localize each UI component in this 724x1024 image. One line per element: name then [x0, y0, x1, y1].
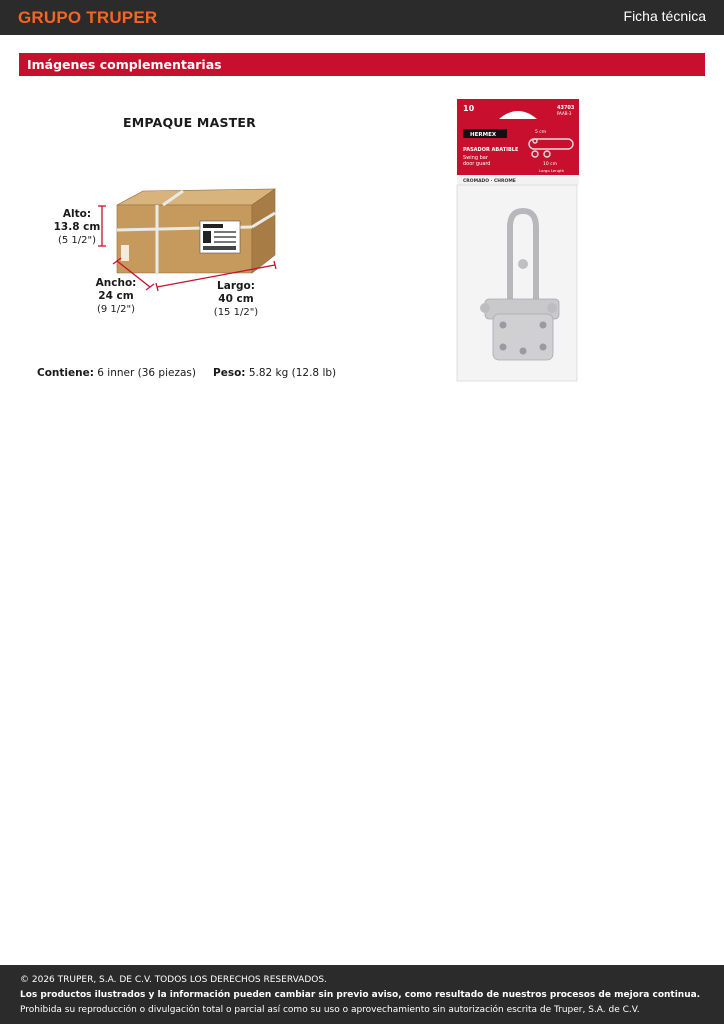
- length-imperial: (15 1/2"): [213, 307, 259, 318]
- package-dim-length: 10 cm: [543, 162, 558, 167]
- brand-logo: GRUPO TRUPER: [18, 8, 158, 27]
- contents-info: [37, 367, 196, 379]
- footer-notice: Los productos ilustrados y la información pueden cambiar sin previo aviso, como resultado de nuestros procesos de mejora continua.: [20, 990, 701, 1000]
- package-finish: CROMADO · CHROME: [463, 179, 516, 184]
- height-bracket: [98, 206, 106, 246]
- height-label: Alto:: [62, 208, 92, 220]
- contents-value: 6 inner (36 piezas): [97, 367, 196, 379]
- document-type: Ficha técnica: [623, 8, 706, 24]
- package-name-es: PASADOR ABATIBLE: [463, 147, 519, 153]
- footer-prohibition: Prohibida su reproducción o divulgación total o parcial así como su uso o aprovechamiento sin autorización escrita de Truper, S.A. de C.V.: [20, 1005, 640, 1015]
- section-header: [19, 53, 705, 76]
- weight-label: Peso:: [213, 367, 246, 379]
- footer-copyright: © 2026 TRUPER, S.A. DE C.V. TODOS LOS DERECHOS RESERVADOS.: [20, 975, 327, 985]
- package-name-en-1: Swing bar: [463, 155, 488, 161]
- package-count: 10: [463, 104, 475, 113]
- height-metric: 13.8 cm: [53, 221, 101, 233]
- package-dim-width: 5 cm: [535, 130, 547, 135]
- package-dim-length-label: Largo Length: [539, 168, 564, 173]
- package-code: 43703: [557, 105, 575, 111]
- length-label: Largo:: [217, 280, 255, 292]
- package-model: PAAB-3: [557, 111, 572, 116]
- length-metric: 40 cm: [218, 293, 254, 305]
- width-imperial: (9 1/2"): [96, 304, 136, 315]
- master-pack-title: EMPAQUE MASTER: [123, 115, 256, 130]
- weight-value: 5.82 kg (12.8 lb): [248, 367, 337, 379]
- height-imperial: (5 1/2"): [57, 235, 97, 246]
- package-name-en-2: door guard: [463, 161, 491, 167]
- width-label: Ancho:: [95, 277, 137, 289]
- section-title: Imágenes complementarias: [27, 57, 222, 72]
- width-metric: 24 cm: [98, 290, 134, 302]
- weight-info: [213, 367, 336, 379]
- master-box-illustration: [95, 185, 285, 295]
- footer: [0, 965, 724, 1024]
- contents-label: Contiene:: [37, 367, 94, 379]
- product-package-image: [455, 99, 581, 383]
- package-brand: HERMEX: [470, 132, 497, 138]
- top-bar: [0, 0, 724, 35]
